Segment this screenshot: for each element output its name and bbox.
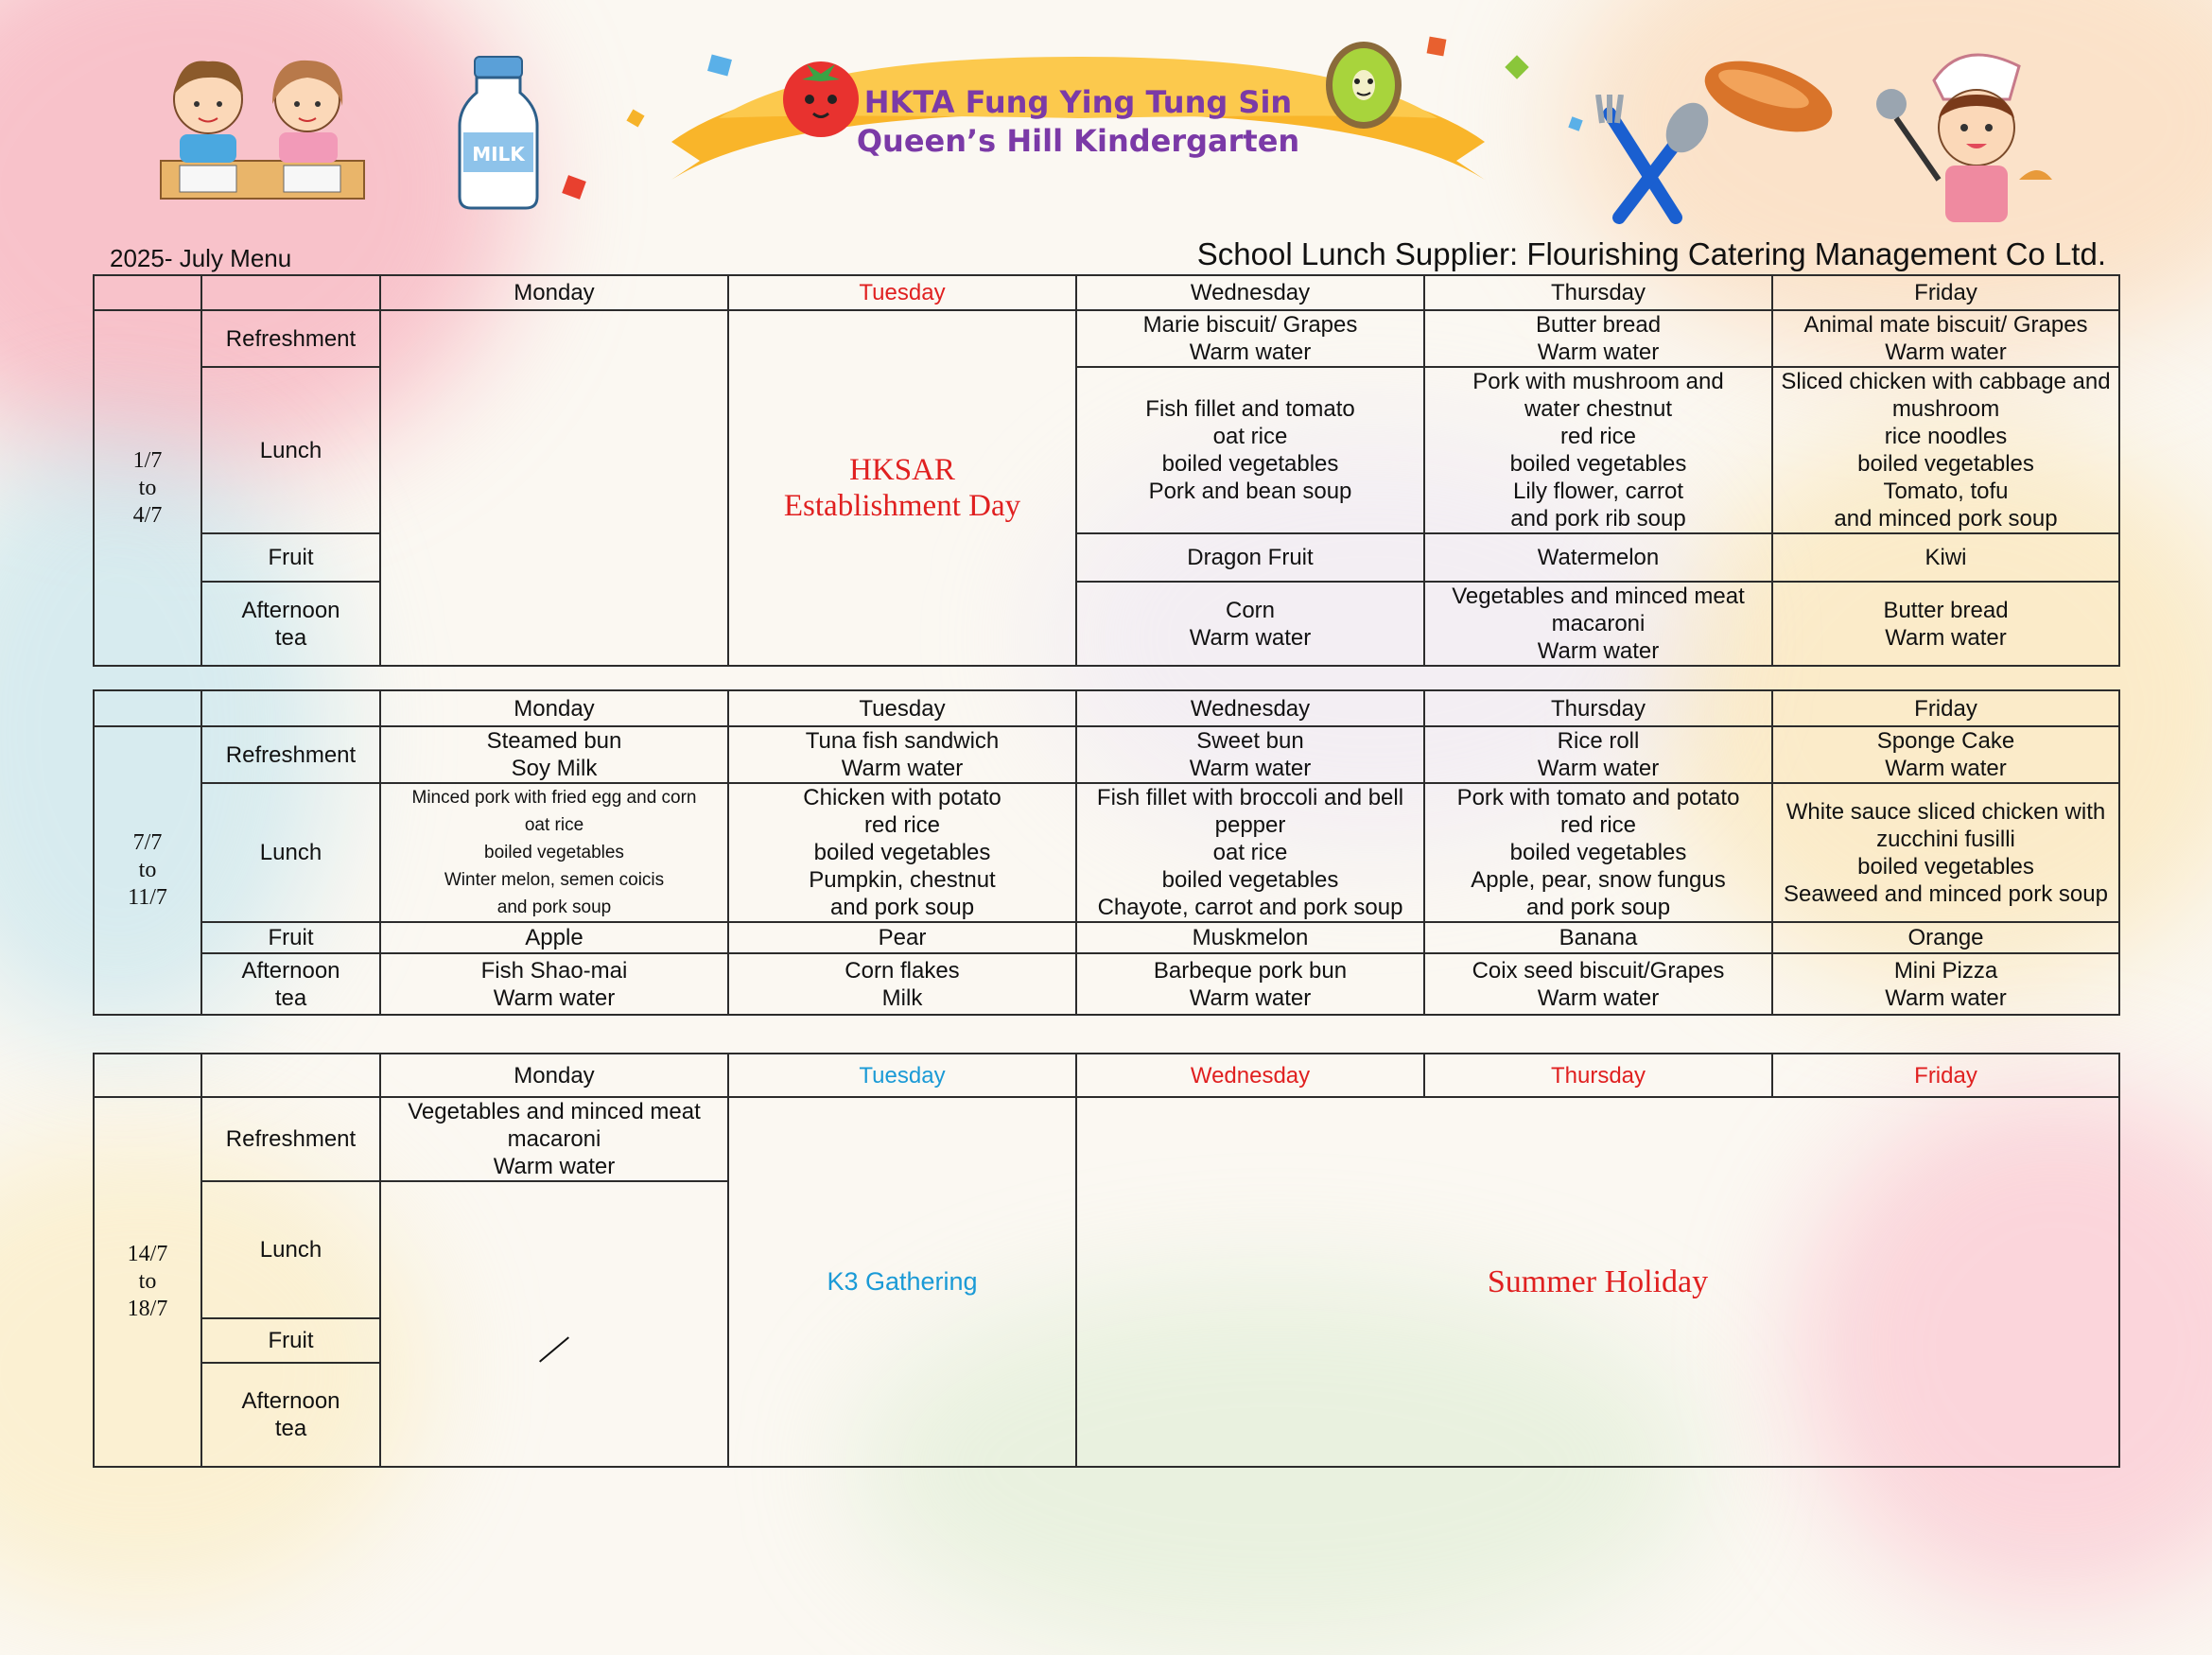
week2-corner-cell [94,690,201,726]
week1-thursday-afternoon-tea: Vegetables and minced meat macaroni Warm water [1424,582,1772,666]
bread-roll-icon [1698,49,1839,144]
week2-friday-header: Friday [1772,690,2119,726]
week2-thursday-header: Thursday [1424,690,1772,726]
week2-menu-table [93,689,2120,1016]
week2-monday-header: Monday [380,690,728,726]
week2-thursday-fruit: Banana [1424,922,1772,953]
chef-girl-illustration [1868,38,2057,227]
week1-wednesday-header: Wednesday [1076,275,1424,310]
week2-thursday-lunch: Pork with tomato and potato red rice boiled vegetables Apple, pear, snow fungus and pork soup [1424,783,1772,922]
week2-wednesday-refreshment: Sweet bun Warm water [1076,726,1424,783]
week3-thursday-header: Thursday [1424,1054,1772,1097]
week3-wednesday-header: Wednesday [1076,1054,1424,1097]
week3-summer-holiday: Summer Holiday [1076,1097,2119,1467]
week1-menu-table [93,274,2120,667]
week2-refreshment-row [94,726,2119,783]
week1-tuesday-header: Tuesday [728,275,1076,310]
week1-friday-header: Friday [1772,275,2119,310]
week2-monday-afternoon-tea: Fish Shao-mai Warm water [380,953,728,1015]
week2-tuesday-header: Tuesday [728,690,1076,726]
week1-thursday-lunch: Pork with mushroom and water chestnut red rice boiled vegetables Lily flower, carrot and pork rib soup [1424,367,1772,533]
week1-refreshment-row [94,310,2119,367]
week2-friday-fruit: Orange [1772,922,2119,953]
week2-afternoon-tea-label: Afternoon tea [201,953,380,1015]
week3-tuesday-header: Tuesday [728,1054,1076,1097]
week3-k3-gathering: K3 Gathering [728,1097,1076,1467]
week3-monday-empty [380,1181,728,1467]
week1-friday-refreshment: Animal mate biscuit/ Grapes Warm water [1772,310,2119,367]
week1-header-row [94,275,2119,310]
week1-refreshment-label: Refreshment [201,310,380,367]
week2-friday-afternoon-tea: Mini Pizza Warm water [1772,953,2119,1015]
week3-category-header [201,1054,380,1097]
week3-lunch-label: Lunch [201,1181,380,1318]
tomato-mascot-icon [774,47,868,151]
week1-wednesday-refreshment: Marie biscuit/ Grapes Warm water [1076,310,1424,367]
week3-monday-header: Monday [380,1054,728,1097]
children-eating-illustration [151,47,374,213]
week2-wednesday-lunch: Fish fillet with broccoli and bell pepper oat rice boiled vegetables Chayote, carrot and pork soup [1076,783,1424,922]
week3-header-row [94,1054,2119,1097]
week2-wednesday-afternoon-tea: Barbeque pork bun Warm water [1076,953,1424,1015]
week1-lunch-label: Lunch [201,367,380,533]
week2-thursday-refreshment: Rice roll Warm water [1424,726,1772,783]
week1-friday-lunch: Sliced chicken with cabbage and mushroom rice noodles boiled vegetables Tomato, tofu and minced pork soup [1772,367,2119,533]
menu-title: 2025- July Menu [110,244,292,272]
week3-friday-header: Friday [1772,1054,2119,1097]
week2-header-row [94,690,2119,726]
week2-afternoon-tea-row [94,953,2119,1015]
week1-date-range: 1/7 to 4/7 [94,310,201,666]
week1-afternoon-tea-label: Afternoon tea [201,582,380,666]
week2-monday-lunch: Minced pork with fried egg and corn oat rice boiled vegetables Winter melon, semen coicis and pork soup [380,783,728,922]
confetti-decoration [1505,55,1528,78]
week1-thursday-refreshment: Butter bread Warm water [1424,310,1772,367]
week2-fruit-row [94,922,2119,953]
week2-tuesday-lunch: Chicken with potato red rice boiled vegetables Pumpkin, chestnut and pork soup [728,783,1076,922]
week3-refreshment-label: Refreshment [201,1097,380,1181]
slash-mark [539,1336,569,1362]
kiwi-mascot-icon [1319,36,1409,140]
fork-spoon-icon [1581,95,1714,227]
week3-menu-table [93,1053,2120,1468]
week3-corner-cell [94,1054,201,1097]
week2-date-range: 7/7 to 11/7 [94,726,201,1015]
school-name-line2: Queen’s Hill Kindergarten [856,123,1300,159]
lunch-supplier: School Lunch Supplier: Flourishing Catering Management Co Ltd. [1196,236,2106,271]
week2-friday-lunch: White sauce sliced chicken with zucchini fusilli boiled vegetables Seaweed and minced pork soup [1772,783,2119,922]
school-name-line1: HKTA Fung Ying Tung Sin [863,84,1293,120]
week3-fruit-label: Fruit [201,1318,380,1363]
week2-lunch-label: Lunch [201,783,380,922]
week1-wednesday-fruit: Dragon Fruit [1076,533,1424,582]
week2-wednesday-header: Wednesday [1076,690,1424,726]
week2-wednesday-fruit: Muskmelon [1076,922,1424,953]
week2-tuesday-fruit: Pear [728,922,1076,953]
week3-afternoon-tea-label: Afternoon tea [201,1363,380,1467]
week1-wednesday-lunch: Fish fillet and tomato oat rice boiled vegetables Pork and bean soup [1076,367,1424,533]
week1-wednesday-afternoon-tea: Corn Warm water [1076,582,1424,666]
week2-fruit-label: Fruit [201,922,380,953]
week2-refreshment-label: Refreshment [201,726,380,783]
milk-label: MILK [472,143,525,166]
week1-friday-fruit: Kiwi [1772,533,2119,582]
week2-category-header [201,690,380,726]
week2-lunch-row [94,783,2119,922]
week2-tuesday-afternoon-tea: Corn flakes Milk [728,953,1076,1015]
week2-thursday-afternoon-tea: Coix seed biscuit/Grapes Warm water [1424,953,1772,1015]
week1-thursday-fruit: Watermelon [1424,533,1772,582]
week1-monday-empty [380,310,728,666]
week3-date-range: 14/7 to 18/7 [94,1097,201,1467]
week3-refreshment-row [94,1097,2119,1181]
week2-monday-fruit: Apple [380,922,728,953]
confetti-decoration [626,109,644,127]
week1-category-header [201,275,380,310]
week1-holiday-label: HKSAR Establishment Day [728,310,1076,666]
week2-friday-refreshment: Sponge Cake Warm water [1772,726,2119,783]
milk-bottle-icon [456,55,541,211]
week1-monday-header: Monday [380,275,728,310]
week2-tuesday-refreshment: Tuna fish sandwich Warm water [728,726,1076,783]
week1-fruit-label: Fruit [201,533,380,582]
week3-monday-refreshment: Vegetables and minced meat macaroni Warm water [380,1097,728,1181]
week1-corner-cell [94,275,201,310]
confetti-decoration [1427,37,1447,57]
week1-thursday-header: Thursday [1424,275,1772,310]
week2-monday-refreshment: Steamed bun Soy Milk [380,726,728,783]
week1-friday-afternoon-tea: Butter bread Warm water [1772,582,2119,666]
confetti-decoration [562,175,586,200]
